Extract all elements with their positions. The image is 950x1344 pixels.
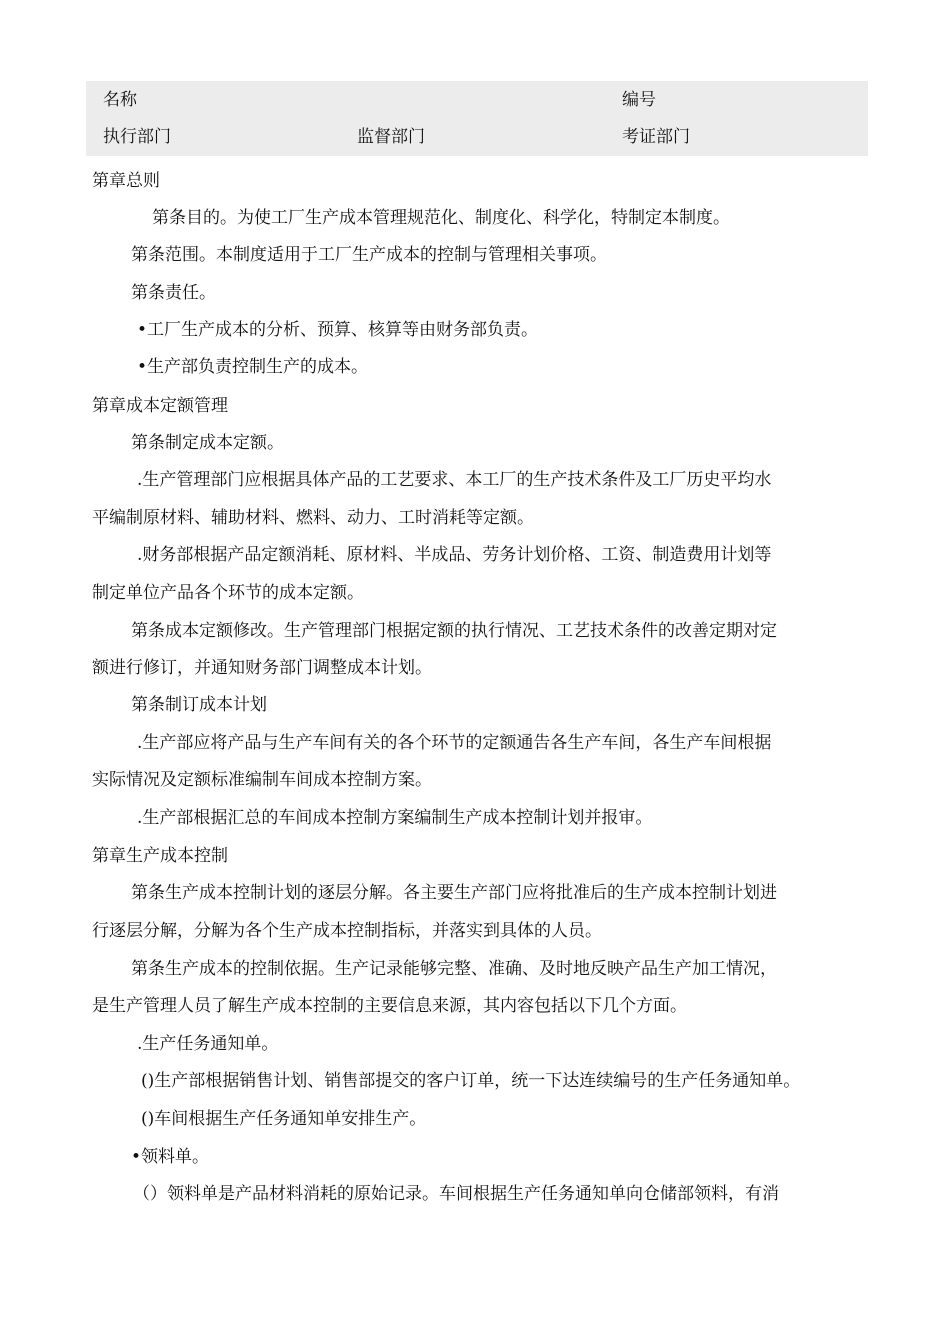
article-text: 第条范围。本制度适用于工厂生产成本的控制与管理相关事项。 (131, 245, 607, 265)
paragraph-line: ()生产部根据销售计划、销售部提交的客户订单，统一下达连续编号的生产任务通知单。 (141, 1071, 801, 1091)
paragraph-line: .生产部根据汇总的车间成本控制方案编制生产成本控制计划并报审。 (137, 808, 653, 828)
paragraph-line: .财务部根据产品定额消耗、原材料、半成品、劳务计划价格、工资、制造费用计划等 (137, 545, 772, 565)
article-text: 第条制定成本定额。 (131, 433, 284, 453)
paragraph-line: （）领料单是产品材料消耗的原始记录。车间根据生产任务通知单向仓储部领料，有消 (133, 1184, 779, 1204)
paragraph-line: 第条生产成本的控制依据。生产记录能够完整、准确、及时地反映产品生产加工情况， (131, 959, 777, 979)
paragraph-line: .生产任务通知单。 (137, 1034, 279, 1054)
name-label: 名称 (103, 90, 137, 110)
chapter-heading: 第章生产成本控制 (92, 846, 228, 866)
paragraph-line: 额进行修订，并通知财务部门调整成本计划。 (92, 658, 432, 678)
article-text: 第条责任。 (131, 283, 216, 303)
paragraph-line: .生产部应将产品与生产车间有关的各个环节的定额通告各生产车间，各生产车间根据 (137, 733, 772, 753)
bullet-item: •生产部负责控制生产的成本。 (137, 357, 369, 377)
paragraph-line: 实际情况及定额标准编制车间成本控制方案。 (92, 770, 432, 790)
paragraph-line: 第条成本定额修改。生产管理部门根据定额的执行情况、工艺技术条件的改善定期对定 (131, 621, 777, 641)
paragraph-line: 是生产管理人员了解生产成本控制的主要信息来源，其内容包括以下几个方面。 (92, 996, 687, 1016)
paragraph-line: .生产管理部门应根据具体产品的工艺要求、本工厂的生产技术条件及工厂历史平均水 (137, 470, 772, 490)
paragraph-line: ()车间根据生产任务通知单安排生产。 (141, 1109, 427, 1129)
paragraph-line: 制定单位产品各个环节的成本定额。 (92, 583, 364, 603)
chapter-heading: 第章总则 (92, 171, 160, 191)
article-text: 第条目的。为使工厂生产成本管理规范化、制度化、科学化，特制定本制度。 (152, 208, 730, 228)
article-text: 第条制订成本计划 (131, 695, 267, 715)
paragraph-line: 行逐层分解，分解为各个生产成本控制指标，并落实到具体的人员。 (92, 921, 602, 941)
paragraph-line: 平编制原材料、辅助材料、燃料、动力、工时消耗等定额。 (92, 508, 534, 528)
number-label: 编号 (622, 90, 656, 110)
assess-dept-label: 考证部门 (622, 127, 690, 147)
bullet-item: •工厂生产成本的分析、预算、核算等由财务部负责。 (137, 320, 539, 340)
chapter-heading: 第章成本定额管理 (92, 396, 228, 416)
header-info-table (86, 81, 868, 156)
bullet-item: •领料单。 (131, 1147, 210, 1167)
paragraph-line: 第条生产成本控制计划的逐层分解。各主要生产部门应将批准后的生产成本控制计划进 (131, 883, 777, 903)
exec-dept-label: 执行部门 (103, 127, 171, 147)
supervise-dept-label: 监督部门 (357, 127, 425, 147)
